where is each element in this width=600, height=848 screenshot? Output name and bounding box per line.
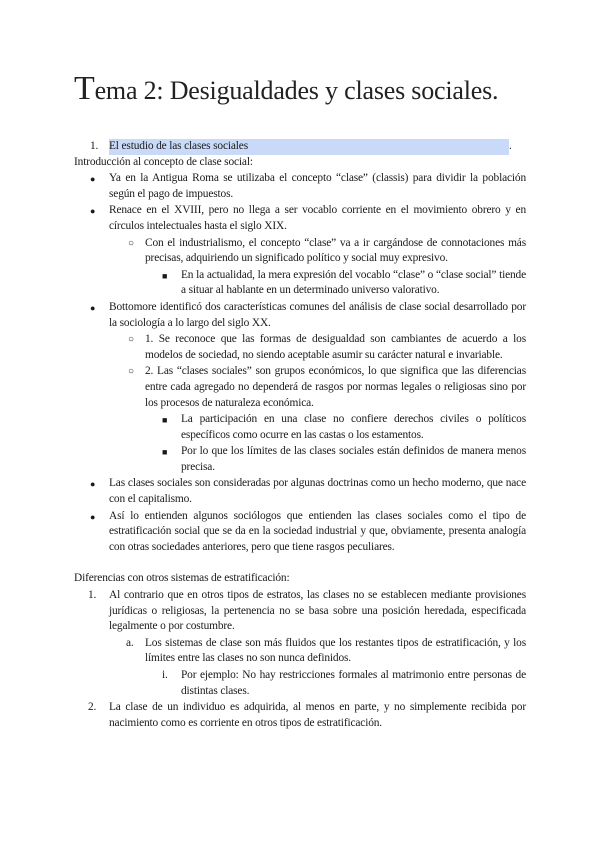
list-item-text: Por lo que los límites de las clases sociales están definidos de manera menos precisa. bbox=[181, 445, 526, 473]
list-item bbox=[74, 668, 526, 699]
list-item-text: Ya en la Antigua Roma se utilizaba el concepto “clase” (classis) para dividir la población según el pago de impuestos. bbox=[109, 172, 526, 200]
bullet-circle-icon: ○ bbox=[128, 366, 134, 378]
bullet-disc-icon: ● bbox=[90, 206, 96, 217]
list-number: 1. bbox=[88, 589, 97, 602]
bullet-square-icon: ■ bbox=[162, 270, 168, 281]
section-number: 1. bbox=[90, 140, 99, 152]
list-item bbox=[74, 332, 526, 363]
list-item-text: 1. Se reconoce que las formas de desigualdad son cambiantes de acuerdo a los modelos de sociedad, no siendo aceptable asumir su carácter natural e invariable. bbox=[145, 333, 526, 361]
list-item bbox=[74, 236, 526, 267]
list-item bbox=[74, 636, 526, 667]
list-item bbox=[74, 588, 526, 635]
list-item bbox=[74, 476, 526, 507]
list-item-text: Al contrario que en otros tipos de estratos, las clases no se establecen mediante provisiones jurídicas o religiosas, la pertenencia no se basa sobre una posición heredada, especificada legalmente o por costumbre. bbox=[109, 589, 526, 633]
list-item-text: Renace en el XVIII, pero no llega a ser vocablo corriente en el movimiento obrero y en círculos intelectuales hasta el siglo XIX. bbox=[109, 204, 526, 232]
section-heading bbox=[74, 139, 526, 155]
list-item bbox=[74, 509, 526, 556]
list-item-text: Bottomore identificó dos características comunes del análisis de clase social desarrollado por la sociología a lo largo del siglo XX. bbox=[109, 300, 526, 329]
list-item bbox=[74, 364, 526, 411]
list-item-text: En la actualidad, la mera expresión del vocablo “clase” o “clase social” tiende a situar al hablante en un determinado universo valorativo. bbox=[181, 268, 526, 297]
bullet-disc-icon: ● bbox=[90, 511, 96, 522]
paragraph-spacer bbox=[74, 555, 526, 571]
title-text: ema 2: Desigualdades y clases sociales. bbox=[94, 76, 499, 105]
document-body bbox=[74, 139, 526, 731]
list-item bbox=[74, 700, 526, 731]
page-title bbox=[74, 72, 498, 108]
list-item-text: Con el industrialismo, el concepto “clase” va a ir cargándose de connotaciones más precisas, adquiriendo un significado político y social muy expresivo. bbox=[145, 236, 526, 265]
title-initial: T bbox=[74, 70, 95, 107]
differences-label: Diferencias con otros sistemas de estratificación: bbox=[74, 572, 290, 585]
intro-label: Introducción al concepto de clase social: bbox=[74, 155, 253, 168]
list-item-text: Por ejemplo: No hay restricciones formales al matrimonio entre personas de distintas clases. bbox=[181, 669, 526, 697]
bullet-disc-icon: ● bbox=[90, 479, 96, 490]
list-roman: i. bbox=[162, 669, 168, 681]
list-item-text: Los sistemas de clase son más fluidos que los restantes tipos de estratificación, y los límites entre las clases no son nunca definidos. bbox=[145, 636, 526, 665]
list-item bbox=[74, 444, 526, 475]
list-item-text: Así lo entienden algunos sociólogos que entienden las clases sociales como el tipo de estratificación social que se da en la sociedad industrial y que, obviamente, presenta analogía con otras sociedades anteriores, pero que tiene rasgos peculiares. bbox=[109, 509, 526, 553]
list-item-text: La clase de un individuo es adquirida, al menos en parte, y no simplemente recibida por nacimiento como es corriente en otros tipos de estratificación. bbox=[109, 701, 526, 729]
bullet-circle-icon: ○ bbox=[128, 334, 134, 346]
list-number: 2. bbox=[88, 701, 97, 714]
bullet-square-icon: ■ bbox=[162, 415, 168, 426]
list-item bbox=[74, 203, 526, 234]
list-letter: a. bbox=[126, 636, 134, 649]
bullet-disc-icon: ● bbox=[90, 302, 96, 313]
section-heading-text: El estudio de las clases sociales bbox=[109, 139, 509, 155]
list-item bbox=[74, 171, 526, 202]
list-item bbox=[74, 300, 526, 331]
bullet-square-icon: ■ bbox=[162, 447, 168, 458]
list-item-text: La participación en una clase no confiere derechos civiles o políticos específicos como ocurre en las castas o los estamentos. bbox=[181, 413, 526, 441]
list-item bbox=[74, 412, 526, 443]
list-item bbox=[74, 268, 526, 299]
list-item-text: Las clases sociales son consideradas por algunas doctrinas como un hecho moderno, que nace con el capitalismo. bbox=[109, 477, 526, 506]
bullet-disc-icon: ● bbox=[90, 174, 96, 185]
section-trailing-dot: . bbox=[509, 140, 512, 152]
bullet-circle-icon: ○ bbox=[128, 237, 134, 249]
list-item-text: 2. Las “clases sociales” son grupos económicos, lo que significa que las diferencias entre cada agregado no dependerá de rasgos por normas legales o religiosas sino por los procesos de naturaleza económica. bbox=[145, 365, 526, 409]
